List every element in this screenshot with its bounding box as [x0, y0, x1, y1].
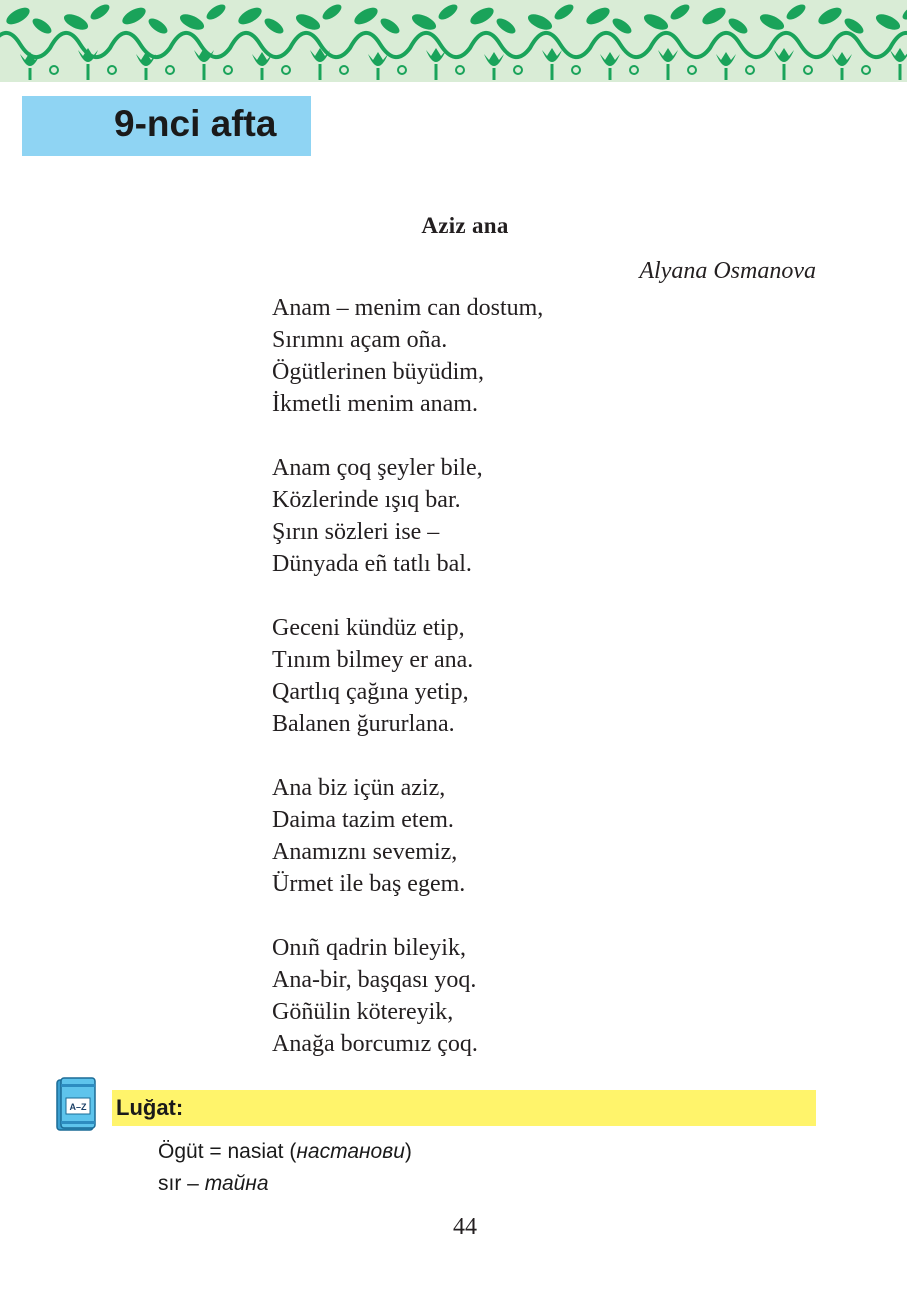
page-number: 44 — [453, 1214, 477, 1240]
vocabulary-list — [158, 1136, 412, 1200]
poem-line: Geceni kündüz etip, — [272, 615, 465, 641]
book-icon-label: A–Z — [69, 1102, 87, 1112]
poem-line: Anamıznı sevemiz, — [272, 839, 458, 865]
poem-line: İkmetli menim anam. — [272, 391, 478, 417]
poem-line: Ürmet ile baş egem. — [272, 871, 466, 897]
vocabulary-suffix: ) — [404, 1140, 412, 1163]
stanza — [272, 772, 832, 900]
poem-line: Anam çoq şeyler bile, — [272, 455, 483, 481]
poem-line: Anam – menim can dostum, — [272, 295, 544, 321]
poem-line: Közlerinde ışıq bar. — [272, 487, 461, 513]
poem-line: Ana-bir, başqası yoq. — [272, 967, 477, 993]
stanza — [272, 612, 832, 740]
poem-line: Qartlıq çağına yetip, — [272, 679, 469, 705]
vocabulary-header-bar — [112, 1090, 816, 1126]
vocabulary-term: Ögüt = nasiat ( — [158, 1140, 297, 1163]
poem-line: Dünyada eñ tatlı bal. — [272, 551, 472, 577]
poem-line: Balanen ğururlana. — [272, 711, 455, 737]
poem-line: Sırımnı açam oña. — [272, 327, 448, 353]
vocabulary-entry — [158, 1168, 412, 1200]
poem-line: Tınım bilmey er ana. — [272, 647, 474, 673]
stanza — [272, 932, 832, 1060]
poem-line: Anağa borcumız çoq. — [272, 1031, 478, 1057]
vocabulary-entry — [158, 1136, 412, 1168]
vocabulary-term: sır – — [158, 1172, 205, 1195]
poem-title: Aziz ana — [421, 213, 509, 238]
week-header-box — [22, 96, 311, 156]
vocabulary-translation: настанови — [296, 1140, 405, 1163]
poem-line: Onıñ qadrin bileyik, — [272, 935, 466, 961]
poem-line: Göñülin kötereyik, — [272, 999, 454, 1025]
decorative-leaf-border — [0, 0, 907, 82]
poem-line: Daima tazim etem. — [272, 807, 454, 833]
poem-author: Alyana Osmanova — [639, 258, 816, 284]
vocabulary-translation: тайна — [204, 1172, 269, 1195]
poem-line: Şırın sözleri ise – — [272, 519, 440, 545]
poem-line: Ana biz içün aziz, — [272, 775, 446, 801]
week-title: 9-nci afta — [114, 103, 277, 144]
vocabulary-title: Luğat: — [116, 1095, 184, 1120]
stanza — [272, 452, 832, 580]
poem-body — [272, 292, 832, 1060]
poem-line: Ögütlerinen büyüdim, — [272, 359, 484, 385]
stanza — [272, 292, 832, 420]
leaf-pattern-graphic — [0, 0, 907, 82]
dictionary-book-icon — [54, 1076, 98, 1134]
